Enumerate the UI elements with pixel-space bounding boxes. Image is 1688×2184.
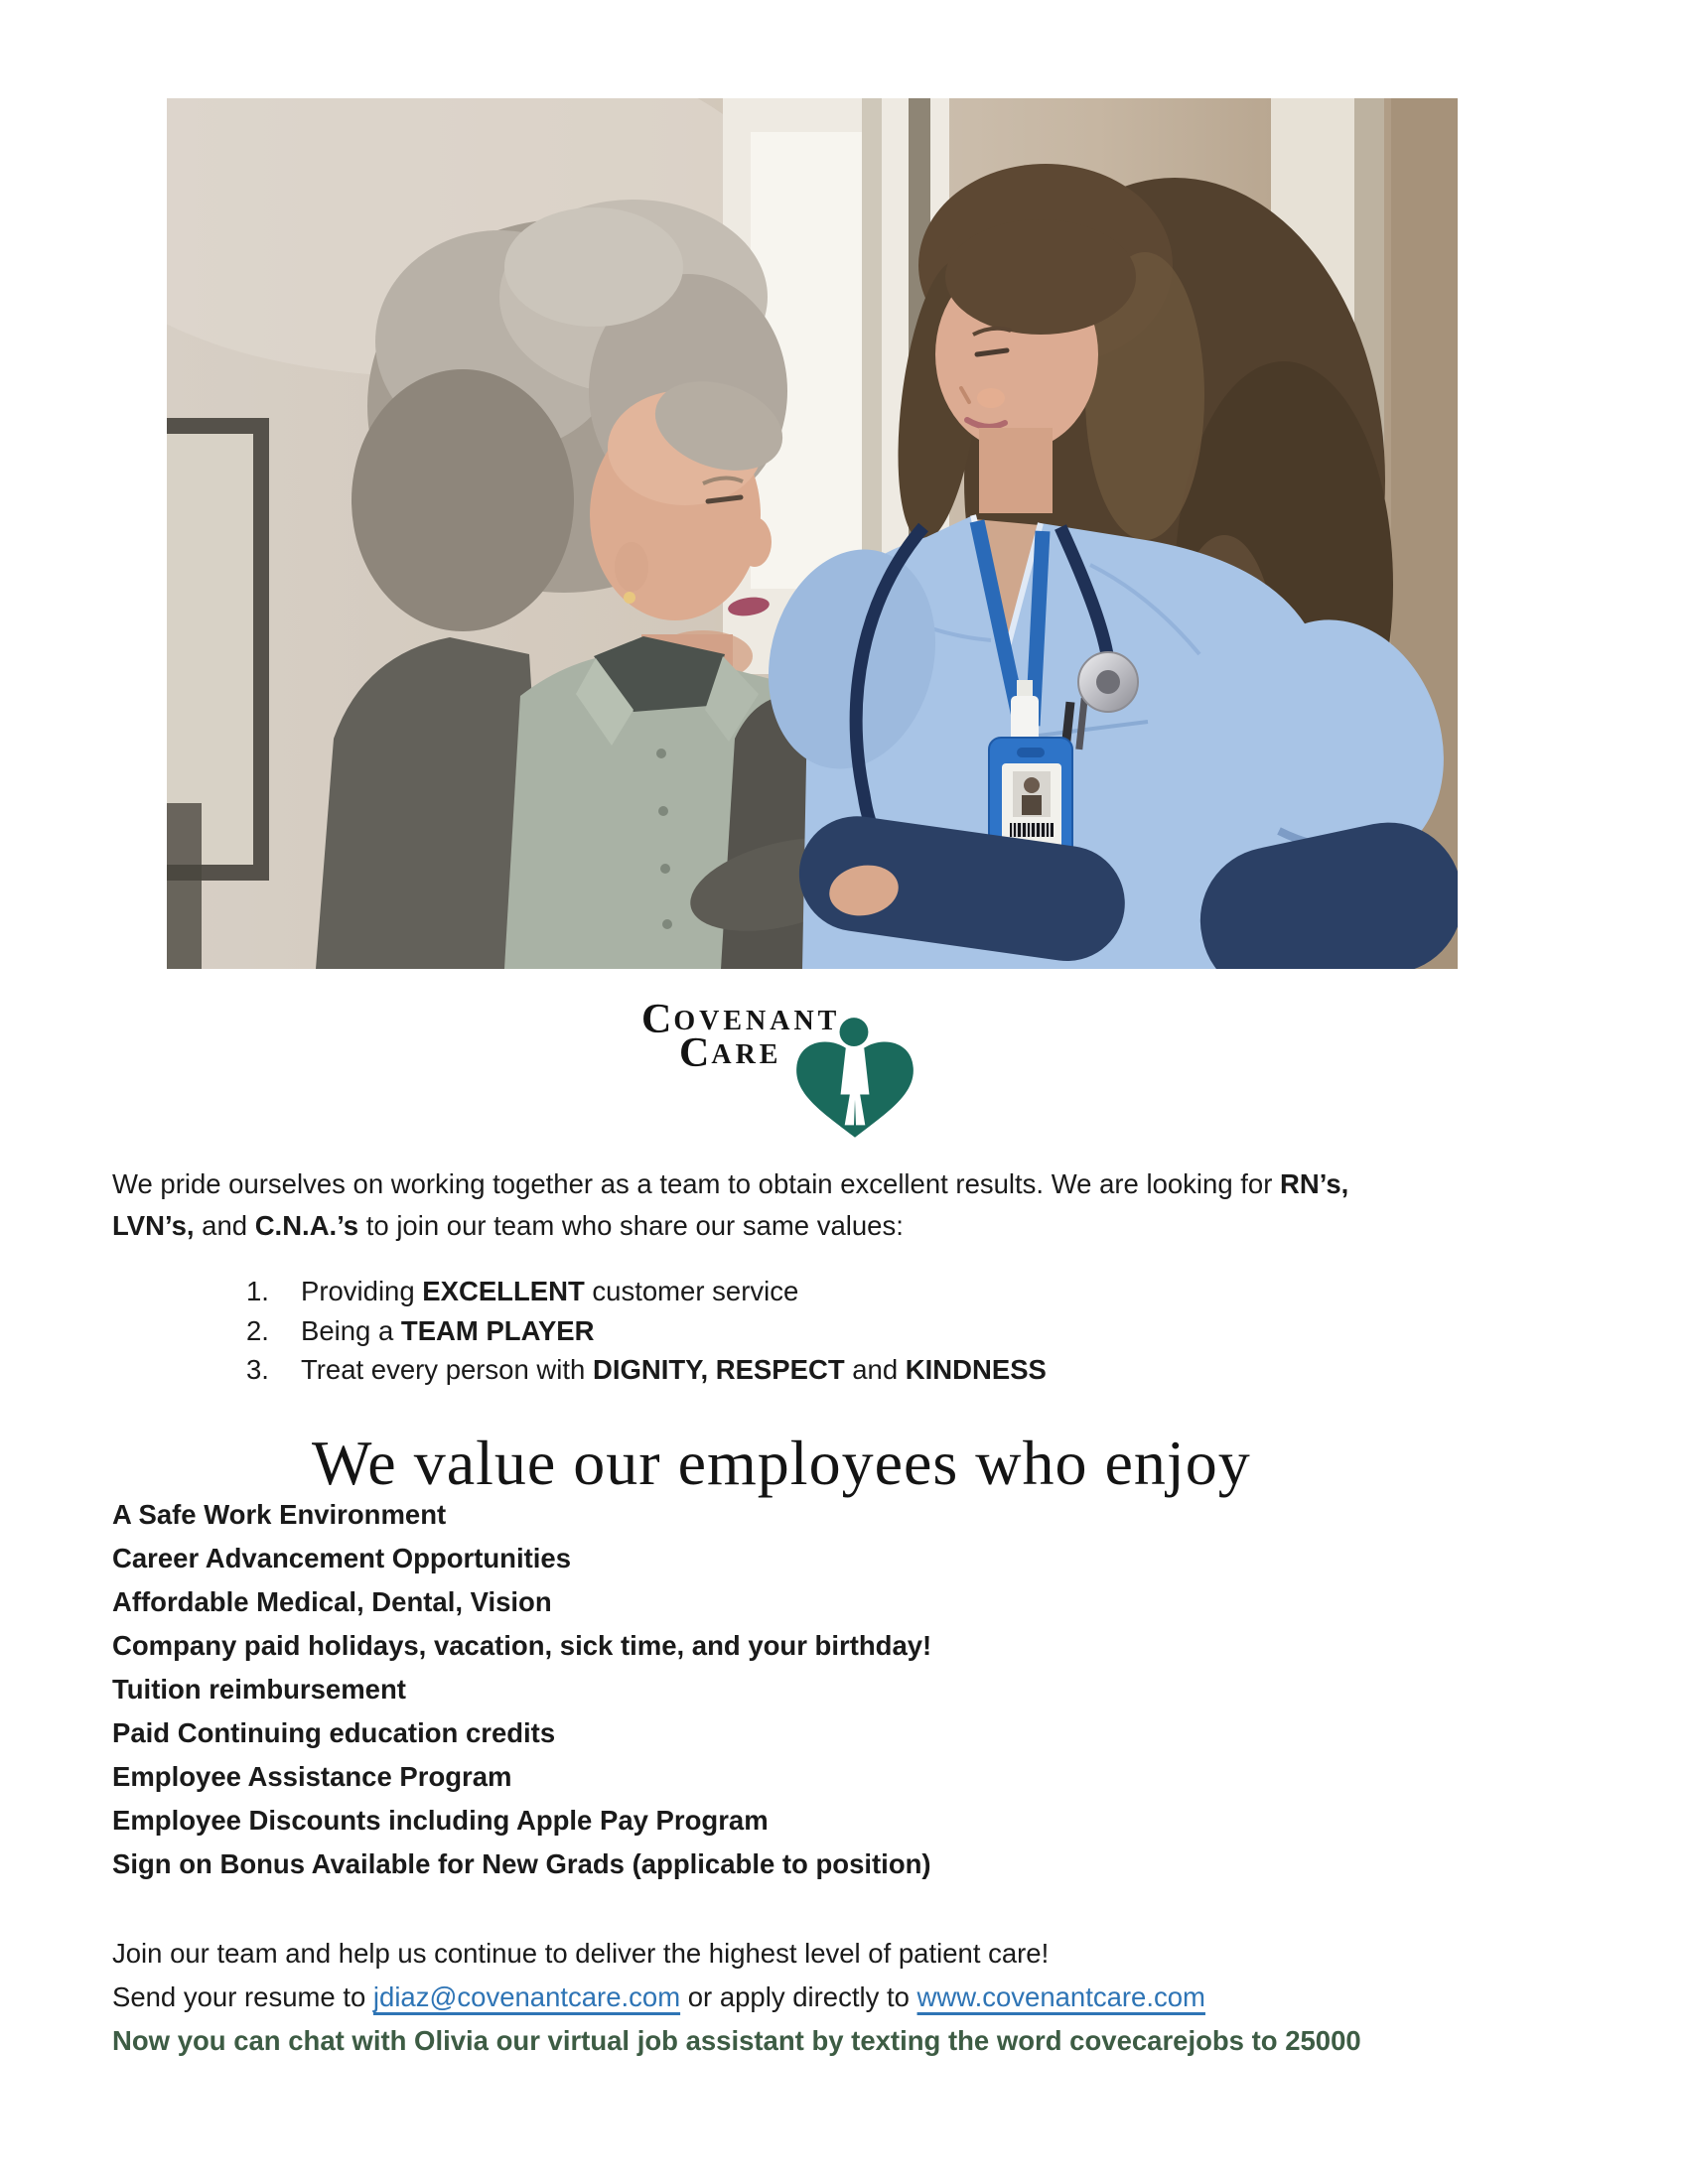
values-item-3-number: 3. xyxy=(246,1354,269,1385)
benefit-item: Tuition reimbursement xyxy=(112,1674,406,1705)
intro-text-and: and xyxy=(194,1210,255,1241)
intro-text: We pride ourselves on working together as a team to obtain excellent results. We are looking for xyxy=(112,1168,1280,1199)
values-item-2 xyxy=(246,1311,1047,1351)
website-link[interactable]: www.covenantcare.com xyxy=(916,1981,1205,2012)
covenant-care-heart-icon xyxy=(788,1013,921,1146)
chat-assistant-note: Now you can chat with Olivia our virtual job assistant by texting the word covecarejobs to 25000 xyxy=(112,2025,1361,2056)
values-item-3-text: Treat every person with DIGNITY, RESPECT and KINDNESS xyxy=(301,1354,1047,1385)
benefits-list xyxy=(112,1493,931,1886)
values-item-3 xyxy=(246,1350,1047,1390)
logo-covenant-rest: OVENANT xyxy=(673,1006,841,1036)
closing-line-2-mid: or apply directly to xyxy=(680,1981,917,2012)
hero-photo-caregiver-and-elderly-woman xyxy=(167,98,1458,969)
logo-care-rest: ARE xyxy=(711,1039,782,1070)
intro-bold-rns: RN’s, xyxy=(1280,1168,1349,1199)
values-item-2-text: Being a TEAM PLAYER xyxy=(301,1314,595,1346)
email-link[interactable]: jdiaz@covenantcare.com xyxy=(372,1981,681,2012)
intro-bold-cnas: C.N.A.’s xyxy=(254,1210,359,1241)
benefit-item: Company paid holidays, vacation, sick time, and your birthday! xyxy=(112,1630,932,1661)
hero-photo-illustration xyxy=(167,98,1458,969)
closing-block xyxy=(112,1932,1361,2063)
values-item-1 xyxy=(246,1272,1047,1311)
intro-bold-lvns: LVN’s, xyxy=(112,1210,195,1241)
values-item-2-number: 2. xyxy=(246,1314,269,1346)
benefit-item: Career Advancement Opportunities xyxy=(112,1543,572,1573)
logo-care-initial: C xyxy=(679,1030,712,1076)
logo-word-care xyxy=(679,1032,781,1074)
benefit-item: Paid Continuing education credits xyxy=(112,1717,556,1748)
page-title: We value our employees who enjoy xyxy=(312,1428,1251,1498)
values-item-1-text: Providing EXCELLENT customer service xyxy=(301,1276,799,1306)
values-item-1-number: 1. xyxy=(246,1276,269,1306)
benefit-item: A Safe Work Environment xyxy=(112,1499,447,1530)
intro-paragraph xyxy=(112,1163,1582,1247)
benefit-item: Employee Discounts including Apple Pay Program xyxy=(112,1805,769,1836)
closing-line-2-pre: Send your resume to xyxy=(112,1981,373,2012)
logo-covenant-initial: C xyxy=(641,997,674,1042)
closing-line-1: Join our team and help us continue to deliver the highest level of patient care! xyxy=(112,1938,1050,1969)
benefit-item: Sign on Bonus Available for New Grads (applicable to position) xyxy=(112,1848,931,1879)
values-numbered-list xyxy=(246,1272,1047,1390)
closing-line-2 xyxy=(112,1976,1361,2019)
benefit-item: Affordable Medical, Dental, Vision xyxy=(112,1586,552,1617)
intro-text-tail: to join our team who share our same values: xyxy=(358,1210,904,1241)
benefit-item: Employee Assistance Program xyxy=(112,1761,512,1792)
covenant-care-logo xyxy=(641,993,1108,1161)
